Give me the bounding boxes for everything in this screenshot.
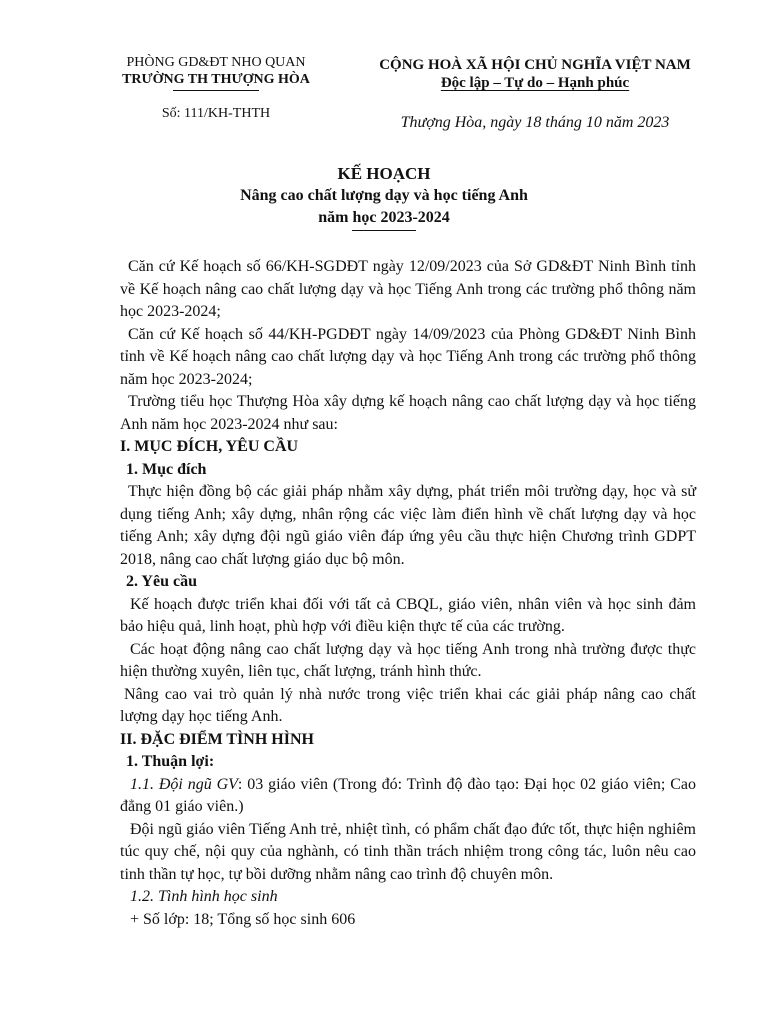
national-header (350, 56, 720, 132)
document-type: KẾ HOẠCH (337, 164, 431, 183)
issuer-block (96, 54, 336, 122)
title-underline (352, 230, 416, 231)
purpose-text: Thực hiện đồng bộ các giải pháp nhằm xây dựng, phát triển môi trường dạy, học và sử dụng tiếng Anh; xây dựng, nhân rộng các việc làm điển hình về chất lượng dạy và học tiếng Anh; xây dựng đội ngũ giáo viên đáp ứng yêu cầu thực hiện Chương trình GDPT 2018, nâng cao chất lượng giáo dục bộ môn. (120, 483, 696, 568)
requirement-2: Các hoạt động nâng cao chất lượng dạy và học tiếng Anh trong nhà trường được thực hiện thường xuyên, liên tục, chất lượng, tránh hình thức. (120, 640, 696, 680)
students-heading: 1.2. Tình hình học sinh (130, 888, 278, 905)
section-2-heading: II. ĐẶC ĐIỂM TÌNH HÌNH (120, 730, 314, 748)
requirements-heading: 2. Yêu cầu (126, 573, 197, 590)
teacher-staff-label: 1.1. Đội ngũ GV (130, 775, 238, 793)
document-date: Thượng Hòa, ngày 18 tháng 10 năm 2023 (400, 114, 670, 131)
issuer-underline (173, 90, 259, 91)
school-name: TRƯỜNG TH THƯỢNG HÒA (122, 72, 310, 87)
students-count: + Số lớp: 18; Tổng số học sinh 606 (130, 910, 356, 928)
department-name: PHÒNG GD&ĐT NHO QUAN (126, 55, 306, 70)
requirement-1: Kế hoạch được triển khai đối với tất cả CBQL, giáo viên, nhân viên và học sinh đảm bảo hiệu quả, linh hoạt, phù hợp với điều kiện thực tế của các trường. (120, 595, 696, 635)
section-1-heading: I. MỤC ĐÍCH, YÊU CẦU (120, 438, 299, 455)
advantages-heading: 1. Thuận lợi: (126, 753, 215, 770)
teacher-quality-paragraph: Đội ngũ giáo viên Tiếng Anh trẻ, nhiệt tình, có phẩm chất đạo đức tốt, thực hiện nghiêm túc quy chế, nội quy của nghành, có tinh thần trách nhiệm trong công tác, luôn nêu cao tinh thần tự học, tự bồi dưỡng nhằm nâng cao trình độ chuyên môn. (120, 820, 696, 883)
teacher-staff-paragraph (120, 774, 696, 819)
legal-basis-2: Căn cứ Kế hoạch số 44/KH-PGDĐT ngày 14/09/2023 của Phòng GD&ĐT Ninh Bình tỉnh về Kế hoạch nâng cao chất lượng dạy và học Tiếng Anh trong các trường phổ thông năm học 2023-2024; (120, 325, 696, 388)
school-year: năm học 2023-2024 (318, 209, 450, 226)
national-motto: Độc lập – Tự do – Hạnh phúc (440, 75, 630, 91)
document-subject: Nâng cao chất lượng dạy và học tiếng Anh (240, 187, 528, 204)
intro-paragraph: Trường tiểu học Thượng Hòa xây dựng kế hoạch nâng cao chất lượng dạy và học tiếng Anh năm học 2023-2024 như sau: (120, 393, 696, 433)
requirement-3: Nâng cao vai trò quản lý nhà nước trong việc triển khai các giải pháp nâng cao chất lượng dạy học tiếng Anh. (120, 685, 696, 725)
purpose-heading: 1. Mục đích (126, 460, 207, 478)
teacher-staff-text: : 03 giáo viên (Trong đó: Trình độ đào tạo: Đại học 02 giáo viên; Cao đẳng 01 giáo viên.) (120, 775, 697, 815)
nation-name: CỘNG HOÀ XÃ HỘI CHỦ NGHĨA VIỆT NAM (379, 57, 691, 73)
document-body (120, 256, 696, 931)
document-title-block (0, 163, 768, 231)
legal-basis-1: Căn cứ Kế hoạch số 66/KH-SGDĐT ngày 12/09/2023 của Sở GD&ĐT Ninh Bình tỉnh về Kế hoạch nâng cao chất lượng dạy và học Tiếng Anh trong các trường phổ thông năm học 2023-2024; (120, 258, 696, 320)
document-number: Số: 111/KH-THTH (161, 106, 271, 121)
